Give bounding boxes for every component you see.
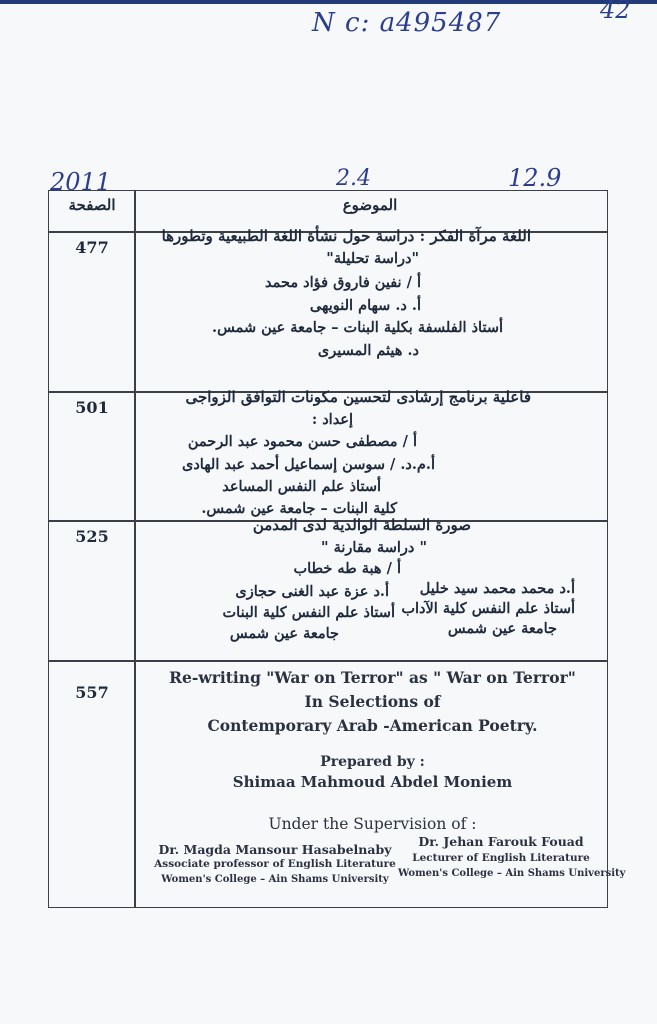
supervisor-right-title: أستاذ علم النفس كلية الآداب — [401, 600, 575, 617]
entry-supervisor: أ. د. سهام النويهى — [309, 297, 421, 314]
scan-edge-bar — [0, 0, 657, 4]
entry-subtitle: "دراسة تحليلة" — [326, 250, 419, 267]
entry-cosupervisor: د. هيثم المسيرى — [317, 342, 419, 359]
column-divider — [134, 190, 136, 908]
supervisor-right-affiliation: Women's College – Ain Shams University — [398, 868, 626, 879]
entry-prepared: إعداد : — [311, 411, 353, 428]
entry-affiliation: كلية البنات – جامعة عين شمس. — [201, 500, 397, 517]
entry-prepared-by: Prepared by : — [320, 754, 425, 770]
supervisor-left-affiliation: Women's College – Ain Shams University — [161, 874, 389, 885]
supervisor-right-name: أ.د محمد محمد سيد خليل — [419, 580, 575, 597]
entry-title-line: Contemporary Arab -American Poetry. — [207, 716, 538, 735]
row-page-number: 525 — [75, 527, 109, 546]
entry-title: فاعلية برنامج إرشادى لتحسين مكونات التوافق الزواجى — [185, 388, 531, 406]
entry-author: أ / نفين فاروق فؤاد محمد — [265, 274, 421, 291]
entry-title-line: Re-writing "War on Terror" as " War on Terror" — [169, 668, 576, 687]
entry-supervisor: أ.م.د. / سوسن إسماعيل أحمد عبد الهادى — [182, 456, 435, 473]
row-page-number: 501 — [75, 398, 109, 417]
handwritten-month: 2.4 — [336, 166, 371, 191]
supervisor-left-university: جامعة عين شمس — [229, 625, 339, 642]
header-topic: الموضوع — [342, 196, 398, 214]
supervisor-right-university: جامعة عين شمس — [447, 620, 557, 637]
handwritten-year: 2011 — [50, 168, 112, 196]
entry-title-line: In Selections of — [304, 692, 441, 711]
supervisor-right-name: Dr. Jehan Farouk Fouad — [418, 834, 584, 849]
supervisor-left-name: Dr. Magda Mansour Hasabelnaby — [158, 842, 392, 857]
entry-affiliation: أستاذ الفلسفة بكلية البنات – جامعة عين شمس. — [212, 319, 503, 336]
entry-title: صورة السلطة الوالدية لدى المدمن — [252, 516, 471, 534]
handwritten-call-number: N c: a495487 — [312, 8, 502, 38]
entry-supervision-label: Under the Supervision of : — [268, 815, 477, 833]
header-page: الصفحة — [68, 196, 116, 214]
row-page-number: 477 — [75, 238, 109, 257]
supervisor-left-title: أستاذ علم النفس كلية البنات — [222, 604, 395, 621]
entry-rank: أستاذ علم النفس المساعد — [222, 478, 381, 495]
row-page-number: 557 — [75, 683, 109, 702]
supervisor-right-title: Lecturer of English Literature — [412, 852, 590, 864]
entry-title: اللغة مرآة الفكر : دراسة حول نشأة اللغة الطبيعية وتطورها — [161, 227, 531, 245]
entry-subtitle: " دراسة مقارنة " — [321, 539, 427, 556]
supervisor-left-title: Associate professor of English Literature — [154, 858, 396, 870]
supervisor-left-name: أ.د عزة عبد الغنى حجازى — [235, 583, 389, 600]
entry-author: Shimaa Mahmoud Abdel Moniem — [232, 773, 513, 791]
handwritten-page-number: 42 — [600, 0, 631, 24]
row-divider — [48, 660, 608, 662]
handwritten-day: 12.9 — [508, 164, 562, 192]
entry-author: أ / مصطفى حسن محمود عبد الرحمن — [187, 433, 417, 450]
entry-author: أ / هبة طه خطاب — [293, 560, 401, 577]
